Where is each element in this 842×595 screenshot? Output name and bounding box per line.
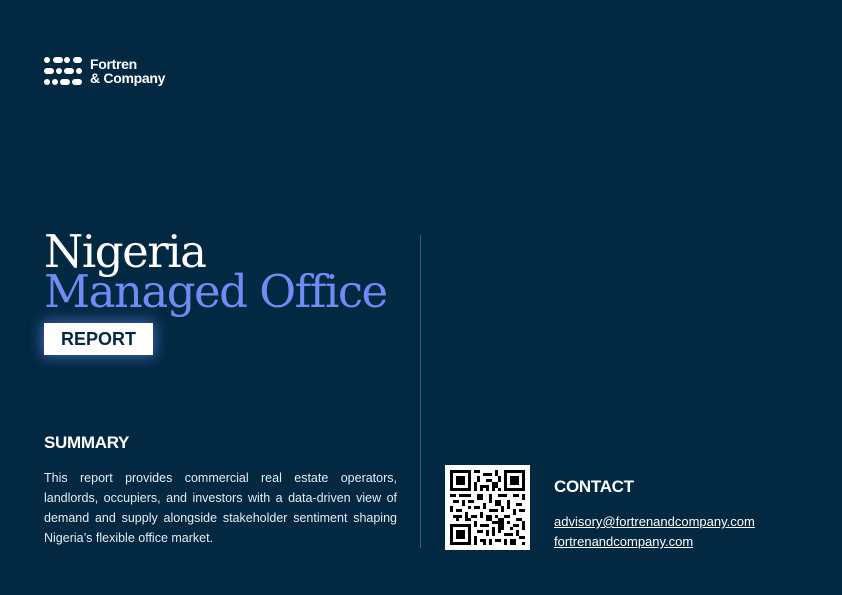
report-title-country: Nigeria (44, 225, 206, 278)
contact-heading: CONTACT (554, 477, 634, 496)
report-title-subject: Managed Office (44, 265, 387, 318)
vertical-divider (420, 235, 421, 548)
brand-name-line1: Fortren (90, 56, 137, 72)
dot-grid-logo-icon (44, 57, 82, 85)
summary-body: This report provides commercial real estate operators, landlords, occupiers, and investors with a data-driven view of demand and supply alongside stakeholder sentiment shaping Nigeria’s flexible office market. (44, 471, 397, 545)
report-badge: REPORT (44, 323, 153, 355)
brand-name (90, 57, 165, 85)
brand-name-line2: & Company (90, 70, 166, 86)
contact-website-link[interactable]: fortrenandcompany.com (554, 534, 694, 549)
summary-heading: SUMMARY (44, 433, 130, 452)
contact-email-link[interactable]: advisory@fortrenandcompany.com (554, 514, 755, 529)
qr-code-graphic (450, 470, 525, 545)
qr-code-icon[interactable] (445, 465, 530, 550)
brand-logo (44, 57, 165, 85)
